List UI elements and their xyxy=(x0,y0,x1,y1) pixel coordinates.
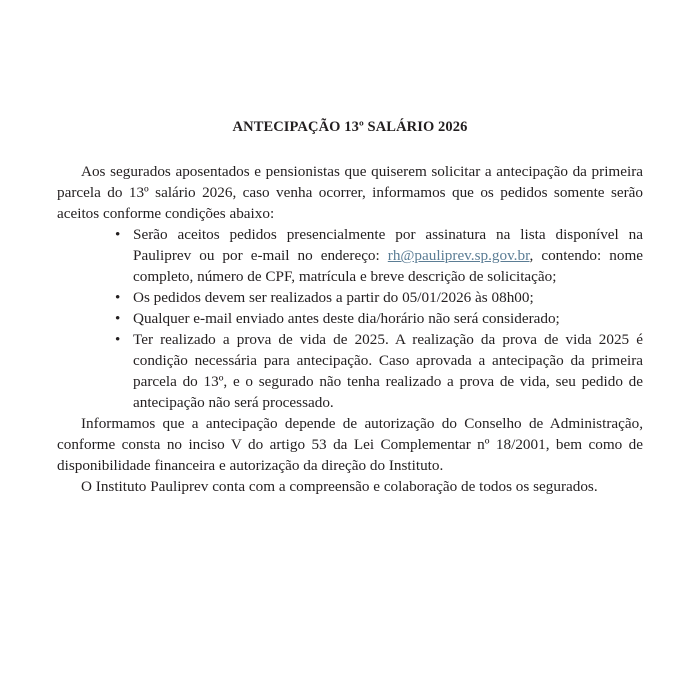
bullet-icon: • xyxy=(115,330,121,348)
email-link[interactable]: rh@pauliprev.sp.gov.br xyxy=(387,247,530,264)
document-body xyxy=(57,118,643,498)
conditions-list xyxy=(57,225,643,414)
bullet-icon: • xyxy=(115,288,121,306)
condition-text: Qualquer e-mail enviado antes deste dia/horário não será considerado; xyxy=(133,309,560,327)
condition-text-before-link: Serão aceitos pedidos presencialmente por assinatura na lista disponível na Pauliprev ou por e-mail no endereço: xyxy=(133,226,643,264)
condition-text-after-link: , contendo: nome completo, número de CPF, matrícula e breve descrição de solicitação; xyxy=(133,247,644,285)
condition-text: Ter realizado a prova de vida de 2025. A realização da prova de vida 2025 é condição necessária para antecipação. Caso aprovada a antecipação da primeira parcela do 13º, e o segurado não tenha realizado a prova de vida, seu pedido de antecipação não será processado. xyxy=(133,330,643,411)
condition-text: Os pedidos devem ser realizados a partir do 05/01/2026 às 08h00; xyxy=(133,288,534,306)
list-item xyxy=(57,288,643,309)
bullet-icon: • xyxy=(115,309,121,327)
intro-paragraph: Aos segurados aposentados e pensionistas que quiserem solicitar a antecipação da primeira parcela do 13º salário 2026, caso venha ocorrer, informamos que os pedidos somente serão aceitos conforme condições abaixo: xyxy=(57,163,643,223)
bullet-icon: • xyxy=(115,226,121,244)
page-title: ANTECIPAÇÃO 13º SALÁRIO 2026 xyxy=(232,119,468,135)
list-item xyxy=(57,309,643,330)
list-item xyxy=(57,330,643,414)
authorization-paragraph: Informamos que a antecipação depende de autorização do Conselho de Administração, conforme consta no inciso V do artigo 53 da Lei Complementar nº 18/2001, bem como de disponibilidade financeira e autorização da direção do Instituto. xyxy=(57,414,643,474)
list-item xyxy=(57,225,643,288)
thanks-paragraph: O Instituto Pauliprev conta com a compreensão e colaboração de todos os segurados. xyxy=(81,477,598,495)
